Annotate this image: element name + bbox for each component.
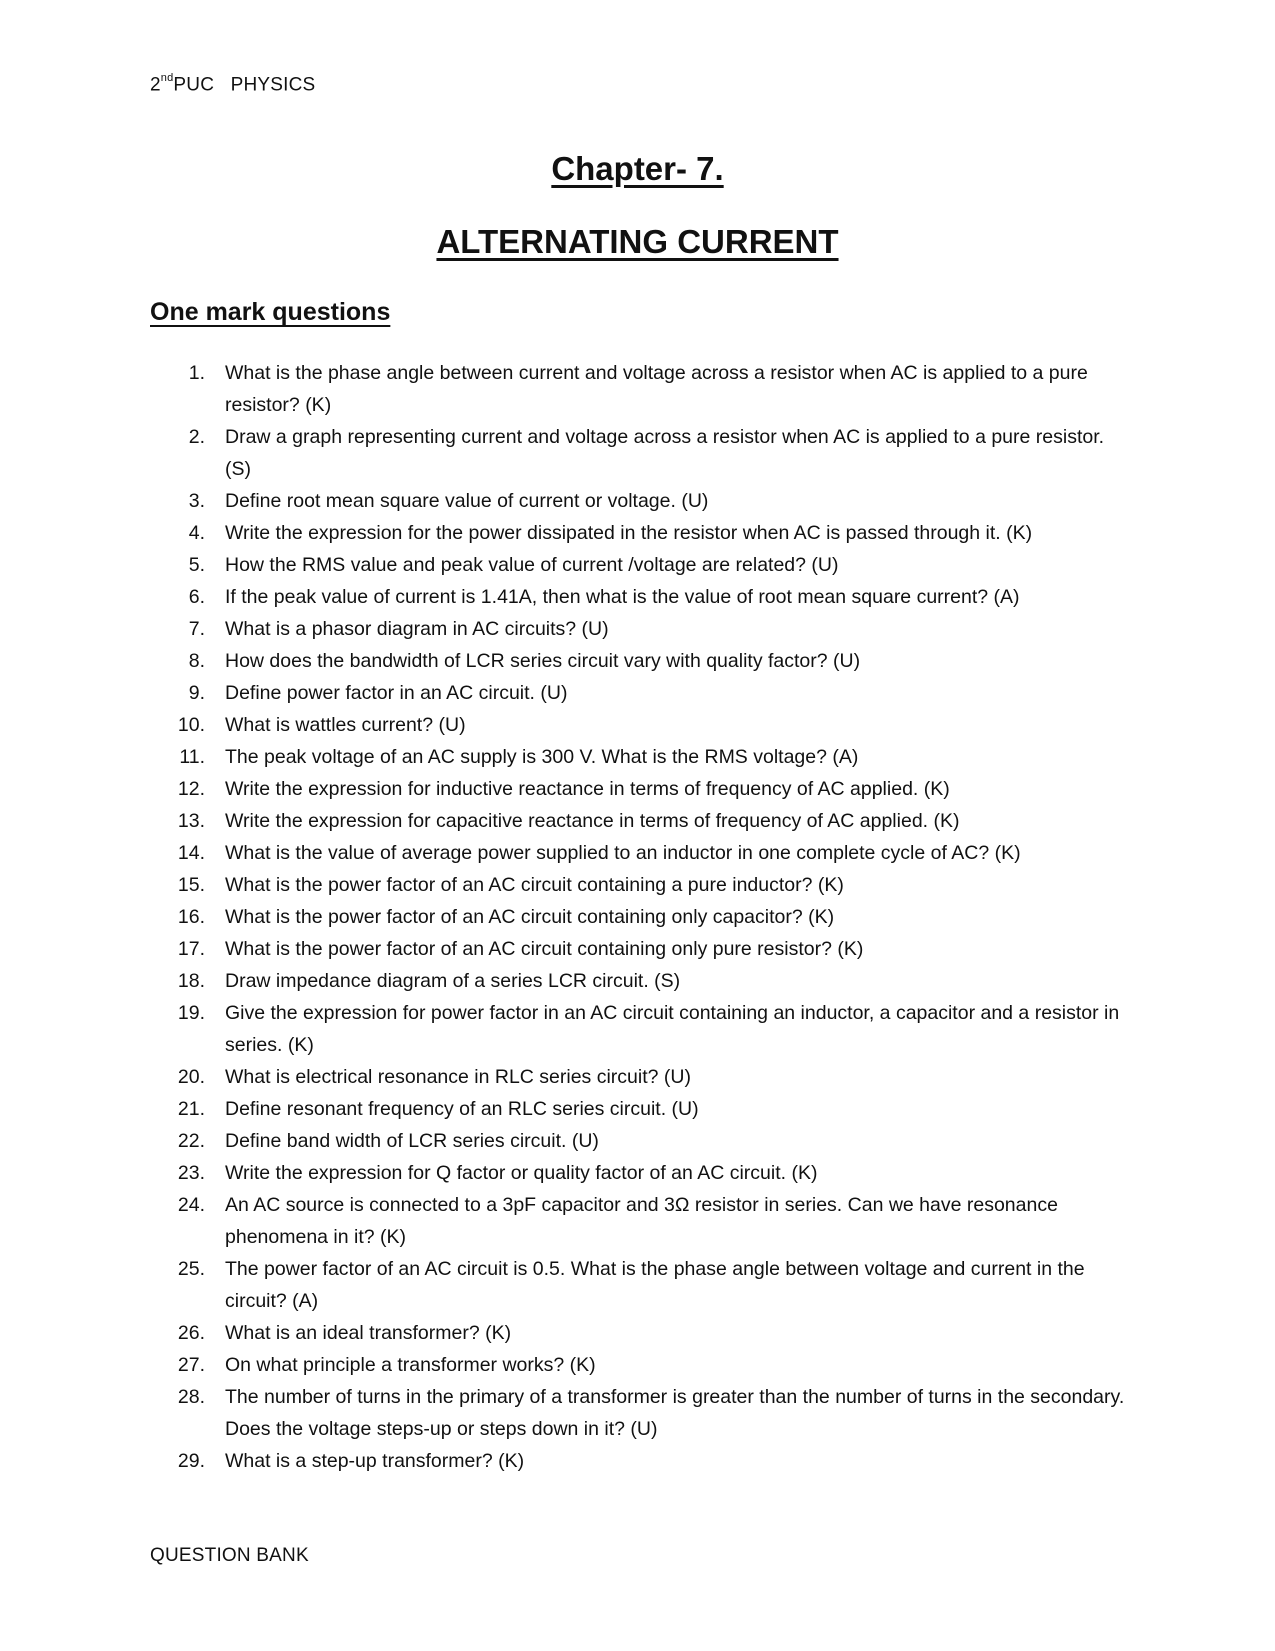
page-footer: QUESTION BANK bbox=[150, 1545, 309, 1566]
question-number: 25. bbox=[177, 1258, 205, 1280]
chapter-heading-text: Chapter- 7. bbox=[551, 150, 724, 187]
page-title bbox=[0, 223, 1275, 261]
question-text: What is wattles current? (U) bbox=[225, 714, 466, 736]
question-text: Write the expression for the power dissipated in the resistor when AC is passed through it. (K) bbox=[225, 522, 1033, 544]
question-item bbox=[150, 1157, 1130, 1189]
question-text: Write the expression for Q factor or quality factor of an AC circuit. (K) bbox=[225, 1162, 818, 1184]
question-text: Define resonant frequency of an RLC series circuit. (U) bbox=[225, 1098, 699, 1120]
question-number: 10. bbox=[177, 714, 205, 736]
question-text: Draw impedance diagram of a series LCR circuit. (S) bbox=[225, 970, 681, 992]
question-number: 3. bbox=[188, 490, 205, 512]
question-item bbox=[150, 645, 1130, 677]
section-heading-text: One mark questions bbox=[150, 298, 391, 326]
question-number: 8. bbox=[188, 650, 205, 672]
question-number: 21. bbox=[177, 1098, 205, 1120]
question-text: Write the expression for capacitive reactance in terms of frequency of AC applied. (K) bbox=[225, 810, 960, 832]
question-number: 12. bbox=[177, 778, 205, 800]
question-item bbox=[150, 1061, 1130, 1093]
question-text: What is the value of average power supplied to an inductor in one complete cycle of AC? (K) bbox=[225, 842, 1021, 864]
question-item bbox=[150, 933, 1130, 965]
question-text: Give the expression for power factor in an AC circuit containing an inductor, a capacitor and a resistor in series. (K) bbox=[225, 1002, 1120, 1056]
page-title-text: ALTERNATING CURRENT bbox=[436, 223, 839, 260]
question-item bbox=[150, 965, 1130, 997]
chapter-heading bbox=[0, 150, 1275, 188]
question-item bbox=[150, 997, 1130, 1061]
question-number: 27. bbox=[177, 1354, 205, 1376]
question-item bbox=[150, 869, 1130, 901]
question-list bbox=[150, 357, 1130, 1477]
question-item bbox=[150, 1381, 1130, 1445]
question-item bbox=[150, 421, 1130, 485]
question-number: 14. bbox=[177, 842, 205, 864]
question-item bbox=[150, 613, 1130, 645]
question-item bbox=[150, 581, 1130, 613]
question-number: 4. bbox=[188, 522, 205, 544]
question-number: 19. bbox=[177, 1002, 205, 1024]
question-text: What is the power factor of an AC circuit containing a pure inductor? (K) bbox=[225, 874, 844, 896]
question-item bbox=[150, 901, 1130, 933]
header-superscript: nd bbox=[160, 72, 174, 84]
question-number: 24. bbox=[177, 1194, 205, 1216]
question-item bbox=[150, 837, 1130, 869]
question-text: What is a phasor diagram in AC circuits? (U) bbox=[225, 618, 609, 640]
question-item bbox=[150, 1189, 1130, 1253]
question-text: How does the bandwidth of LCR series circuit vary with quality factor? (U) bbox=[225, 650, 861, 672]
question-number: 15. bbox=[177, 874, 205, 896]
question-text: Draw a graph representing current and voltage across a resistor when AC is applied to a pure resistor. (S) bbox=[225, 426, 1105, 480]
question-text: What is the power factor of an AC circuit containing only pure resistor? (K) bbox=[225, 938, 864, 960]
page-header bbox=[150, 74, 315, 96]
question-number: 6. bbox=[188, 586, 205, 608]
question-number: 22. bbox=[177, 1130, 205, 1152]
question-number: 20. bbox=[177, 1066, 205, 1088]
question-item bbox=[150, 517, 1130, 549]
question-number: 11. bbox=[179, 746, 205, 768]
question-number: 16. bbox=[177, 906, 205, 928]
question-number: 29. bbox=[177, 1450, 205, 1472]
question-number: 17. bbox=[177, 938, 205, 960]
question-number: 13. bbox=[177, 810, 205, 832]
question-text: An AC source is connected to a 3pF capacitor and 3Ω resistor in series. Can we have resonance phenomena in it? (K) bbox=[225, 1194, 1058, 1248]
question-text: What is the phase angle between current and voltage across a resistor when AC is applied to a pure resistor? (K) bbox=[225, 362, 1088, 416]
question-text: The number of turns in the primary of a transformer is greater than the number of turns in the secondary. Does the voltage steps-up or steps down in it? (U) bbox=[225, 1386, 1125, 1440]
question-item bbox=[150, 1093, 1130, 1125]
header-prefix: 2 bbox=[150, 74, 161, 96]
question-number: 2. bbox=[188, 426, 205, 448]
question-number: 26. bbox=[177, 1322, 205, 1344]
question-text: The peak voltage of an AC supply is 300 V. What is the RMS voltage? (A) bbox=[225, 746, 859, 768]
question-text: Define power factor in an AC circuit. (U) bbox=[225, 682, 568, 704]
question-item bbox=[150, 485, 1130, 517]
question-item bbox=[150, 773, 1130, 805]
question-number: 7. bbox=[188, 618, 205, 640]
section-heading bbox=[150, 298, 390, 327]
question-number: 5. bbox=[188, 554, 205, 576]
question-number: 1. bbox=[188, 362, 205, 384]
question-text: Define band width of LCR series circuit. (U) bbox=[225, 1130, 599, 1152]
question-text: What is an ideal transformer? (K) bbox=[225, 1322, 512, 1344]
question-item bbox=[150, 1349, 1130, 1381]
question-item bbox=[150, 741, 1130, 773]
question-text: What is the power factor of an AC circuit containing only capacitor? (K) bbox=[225, 906, 835, 928]
question-text: Write the expression for inductive reactance in terms of frequency of AC applied. (K) bbox=[225, 778, 950, 800]
question-item bbox=[150, 357, 1130, 421]
question-item bbox=[150, 1445, 1130, 1477]
question-item bbox=[150, 1317, 1130, 1349]
question-item bbox=[150, 805, 1130, 837]
question-text: The power factor of an AC circuit is 0.5. What is the phase angle between voltage and current in the circuit? (A) bbox=[225, 1258, 1085, 1312]
question-number: 28. bbox=[177, 1386, 205, 1408]
question-text: If the peak value of current is 1.41A, then what is the value of root mean square current? (A) bbox=[225, 586, 1020, 608]
question-number: 9. bbox=[188, 682, 205, 704]
question-item bbox=[150, 709, 1130, 741]
question-item bbox=[150, 1253, 1130, 1317]
question-item bbox=[150, 549, 1130, 581]
header-text: PUC PHYSICS bbox=[173, 74, 316, 96]
question-text: What is a step-up transformer? (K) bbox=[225, 1450, 525, 1472]
question-number: 18. bbox=[177, 970, 205, 992]
question-text: Define root mean square value of current or voltage. (U) bbox=[225, 490, 709, 512]
question-text: What is electrical resonance in RLC series circuit? (U) bbox=[225, 1066, 691, 1088]
question-text: How the RMS value and peak value of current /voltage are related? (U) bbox=[225, 554, 839, 576]
question-item bbox=[150, 677, 1130, 709]
question-number: 23. bbox=[177, 1162, 205, 1184]
question-text: On what principle a transformer works? (K) bbox=[225, 1354, 596, 1376]
question-item bbox=[150, 1125, 1130, 1157]
